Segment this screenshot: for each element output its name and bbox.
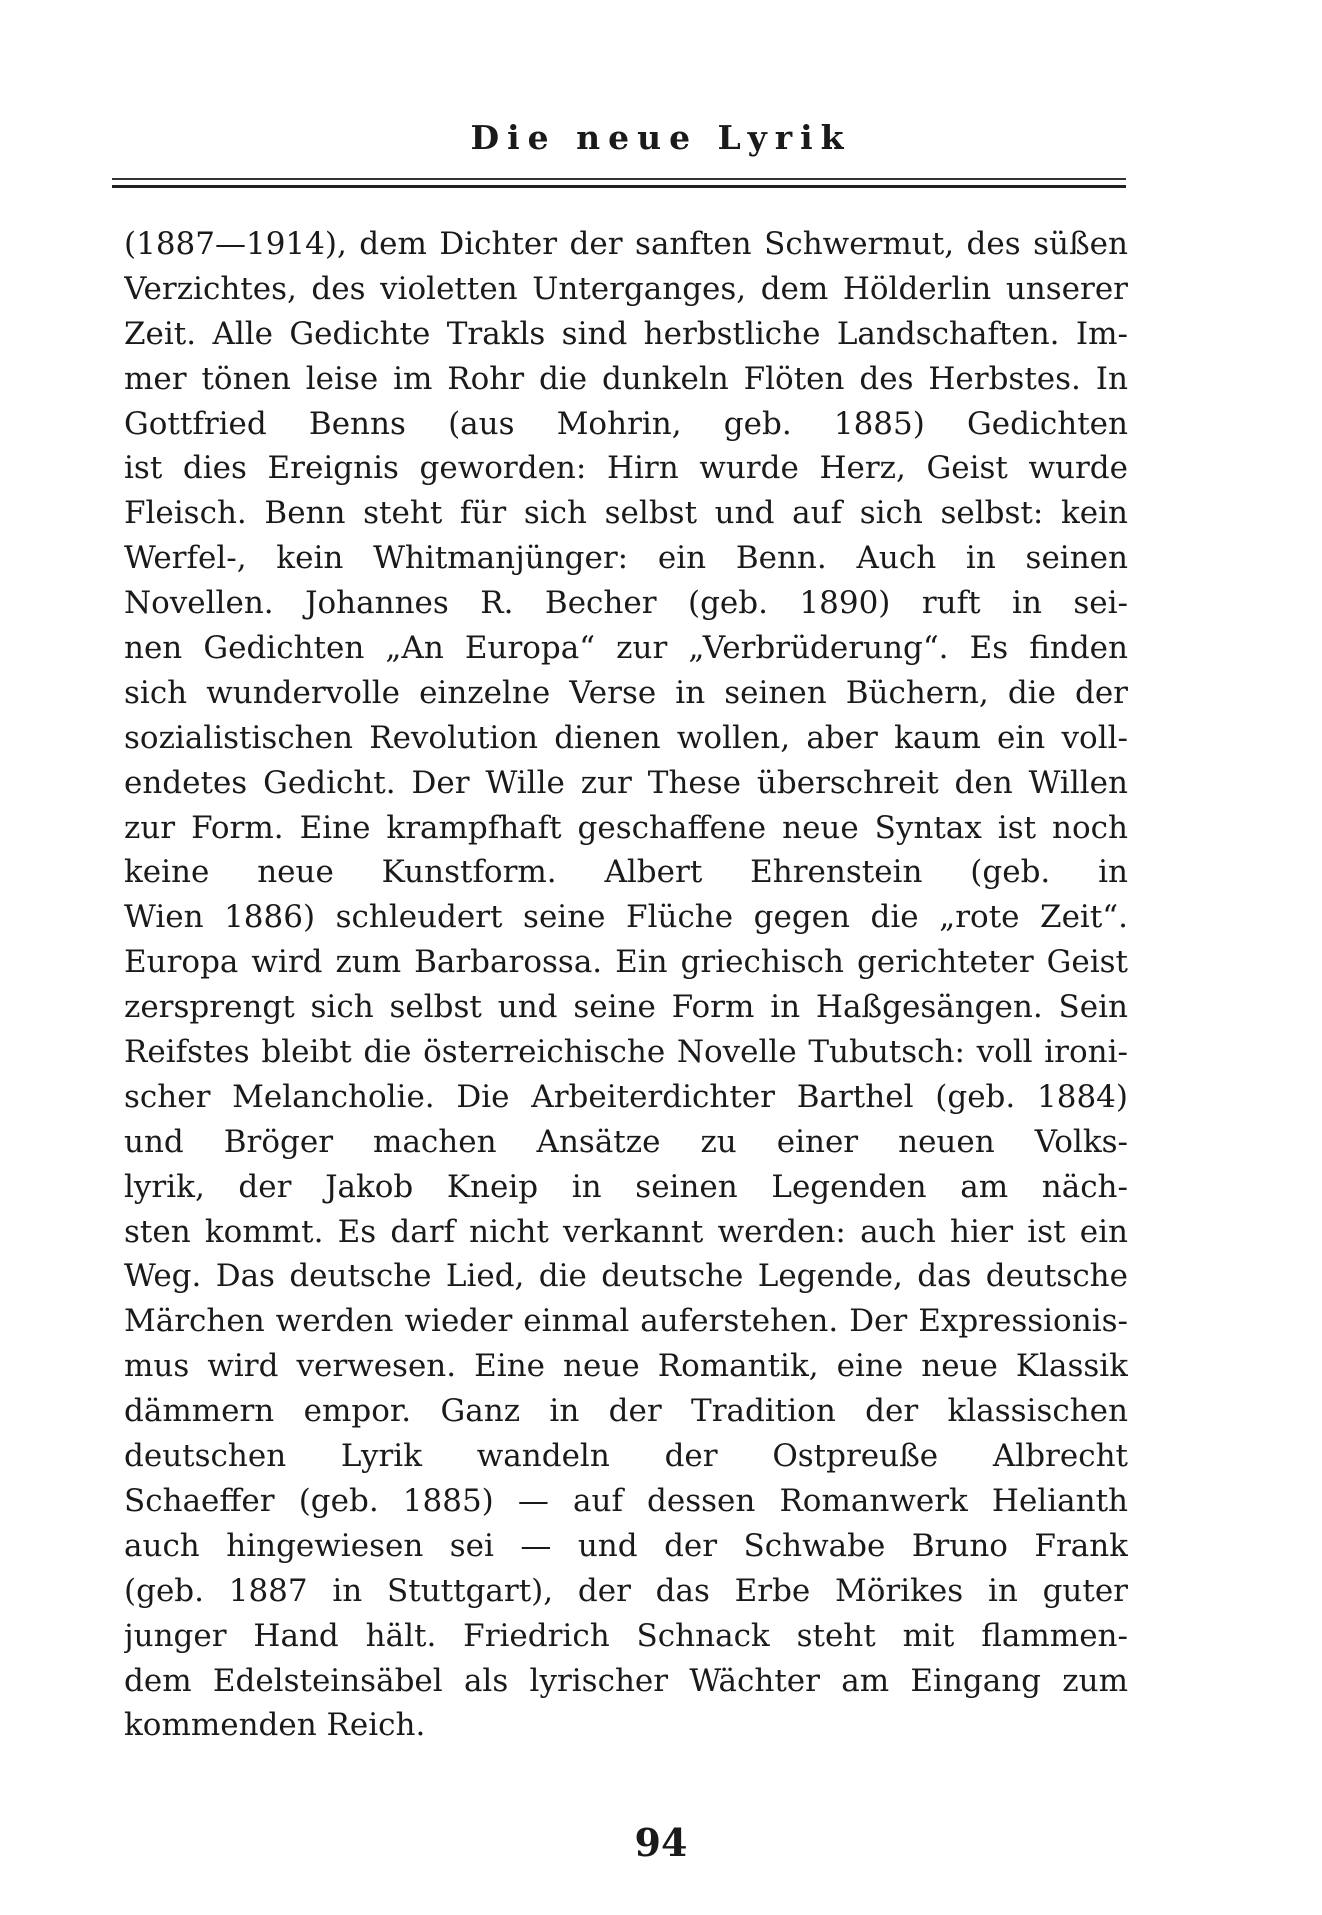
text-line: zur Form. Eine krampfhaft geschaffene neue Syntax ist noch xyxy=(124,809,1128,846)
text-line: mus wird verwesen. Eine neue Romantik, eine neue Klassik xyxy=(124,1348,1128,1385)
text-line: scher Melancholie. Die Arbeiterdichter Barthel (geb. 1884) xyxy=(124,1078,1128,1115)
text-line: (1887—1914), dem Dichter der sanften Schwermut, des süßen xyxy=(124,226,1128,262)
text-line: Novellen. Johannes R. Becher (geb. 1890) ruft in sei- xyxy=(124,585,1128,622)
text-line: dämmern empor. Ganz in der Tradition der klassischen xyxy=(124,1393,1128,1430)
text-line: Verzichtes, des violetten Unterganges, dem Hölderlin unserer xyxy=(124,270,1128,307)
text-line: ist dies Ereignis geworden: Hirn wurde Herz, Geist wurde xyxy=(124,450,1128,487)
text-line: lyrik, der Jakob Kneip in seinen Legenden am näch- xyxy=(124,1168,1128,1205)
text-line: junger Hand hält. Friedrich Schnack steht mit flammen- xyxy=(124,1617,1128,1654)
text-line: endetes Gedicht. Der Wille zur These überschreit den Willen xyxy=(124,764,1128,801)
text-line: Fleisch. Benn steht für sich selbst und auf sich selbst: kein xyxy=(124,495,1128,532)
text-line: sich wundervolle einzelne Verse in seinen Büchern, die der xyxy=(124,674,1128,711)
text-line: nen Gedichten „An Europa“ zur „Verbrüderung“. Es finden xyxy=(124,630,1128,667)
text-line: sozialistischen Revolution dienen wollen, aber kaum ein voll- xyxy=(124,719,1128,756)
text-line: und Bröger machen Ansätze zu einer neuen Volks- xyxy=(124,1123,1128,1160)
text-line: Schaeffer (geb. 1885) — auf dessen Romanwerk Helianth xyxy=(124,1482,1128,1519)
text-line: sten kommt. Es darf nicht verkannt werden: auch hier ist ein xyxy=(124,1213,1128,1250)
text-line: (geb. 1887 in Stuttgart), der das Erbe Mörikes in guter xyxy=(124,1572,1128,1609)
header-rule-thick xyxy=(112,185,1126,188)
text-line: mer tönen leise im Rohr die dunkeln Flöten des Herbstes. In xyxy=(124,360,1128,397)
page-number: 94 xyxy=(634,1820,688,1865)
header-rule-thin xyxy=(112,178,1126,180)
running-head-title: Die neue Lyrik xyxy=(470,118,852,157)
text-line: keine neue Kunstform. Albert Ehrenstein (geb. in xyxy=(124,854,1128,891)
text-line: kommenden Reich. xyxy=(124,1707,426,1744)
text-line: Werfel-, kein Whitmanjünger: ein Benn. Auch in seinen xyxy=(124,540,1128,577)
text-line: Reifstes bleibt die österreichische Novelle Tubutsch: voll ironi- xyxy=(124,1034,1128,1071)
text-line: Gottfried Benns (aus Mohrin, geb. 1885) Gedichten xyxy=(124,405,1128,442)
text-line: Europa wird zum Barbarossa. Ein griechisch gerichteter Geist xyxy=(124,944,1128,981)
text-line: dem Edelsteinsäbel als lyrischer Wächter am Eingang zum xyxy=(124,1662,1128,1699)
body-paragraph xyxy=(124,222,1128,1748)
text-line: Wien 1886) schleudert seine Flüche gegen die „rote Zeit“. xyxy=(124,899,1128,936)
text-line: Weg. Das deutsche Lied, die deutsche Legende, das deutsche xyxy=(124,1258,1128,1295)
text-line: deutschen Lyrik wandeln der Ostpreuße Albrecht xyxy=(124,1438,1128,1475)
text-line: Märchen werden wieder einmal auferstehen. Der Expressionis- xyxy=(124,1303,1128,1340)
text-line: Zeit. Alle Gedichte Trakls sind herbstliche Landschaften. Im- xyxy=(124,315,1128,352)
text-line: auch hingewiesen sei — und der Schwabe Bruno Frank xyxy=(124,1527,1128,1564)
text-line: zersprengt sich selbst und seine Form in Haßgesängen. Sein xyxy=(124,989,1128,1026)
